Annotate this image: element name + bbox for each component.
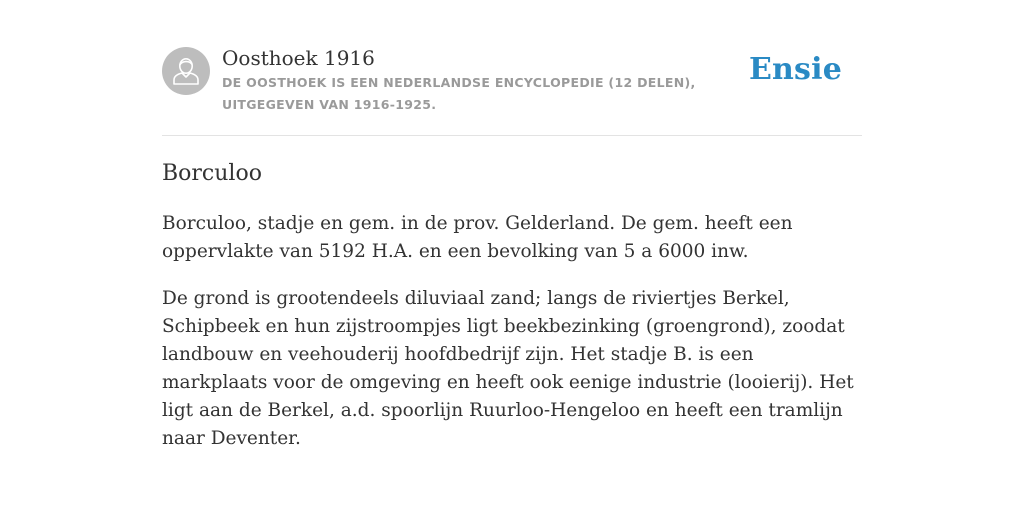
source-description: DE OOSTHOEK IS EEN NEDERLANDSE ENCYCLOPEDIE (12 DELEN), UITGEGEVEN VAN 1916-1925. — [222, 75, 696, 112]
source-title[interactable]: Oosthoek 1916 — [222, 46, 375, 70]
article — [162, 158, 862, 472]
user-icon — [162, 47, 210, 95]
article-paragraph: De grond is grootendeels diluviaal zand; langs de riviertjes Berkel, Schipbeek en hun zijstroompjes ligt beekbezinking (groengrond), zoodat landbouw en veehouderij hoofdbedrijf zijn. Het stadje B. is een markplaats voor de omgeving en heeft ook eenige industrie (looierij). Het ligt aan de Berkel, a.d. spoorlijn Ruurloo-Hengeloo en heeft een tramlijn naar Deventer. — [162, 288, 854, 449]
source-header — [162, 46, 862, 116]
header-divider — [162, 135, 862, 136]
article-title: Borculoo — [162, 161, 262, 186]
source-avatar[interactable] — [162, 47, 210, 95]
ensie-logo[interactable]: Ensie — [748, 52, 842, 87]
article-paragraph: Borculoo, stadje en gem. in de prov. Gelderland. De gem. heeft een oppervlakte van 5192 H.A. en een bevolking van 5 a 6000 inw. — [162, 213, 793, 262]
